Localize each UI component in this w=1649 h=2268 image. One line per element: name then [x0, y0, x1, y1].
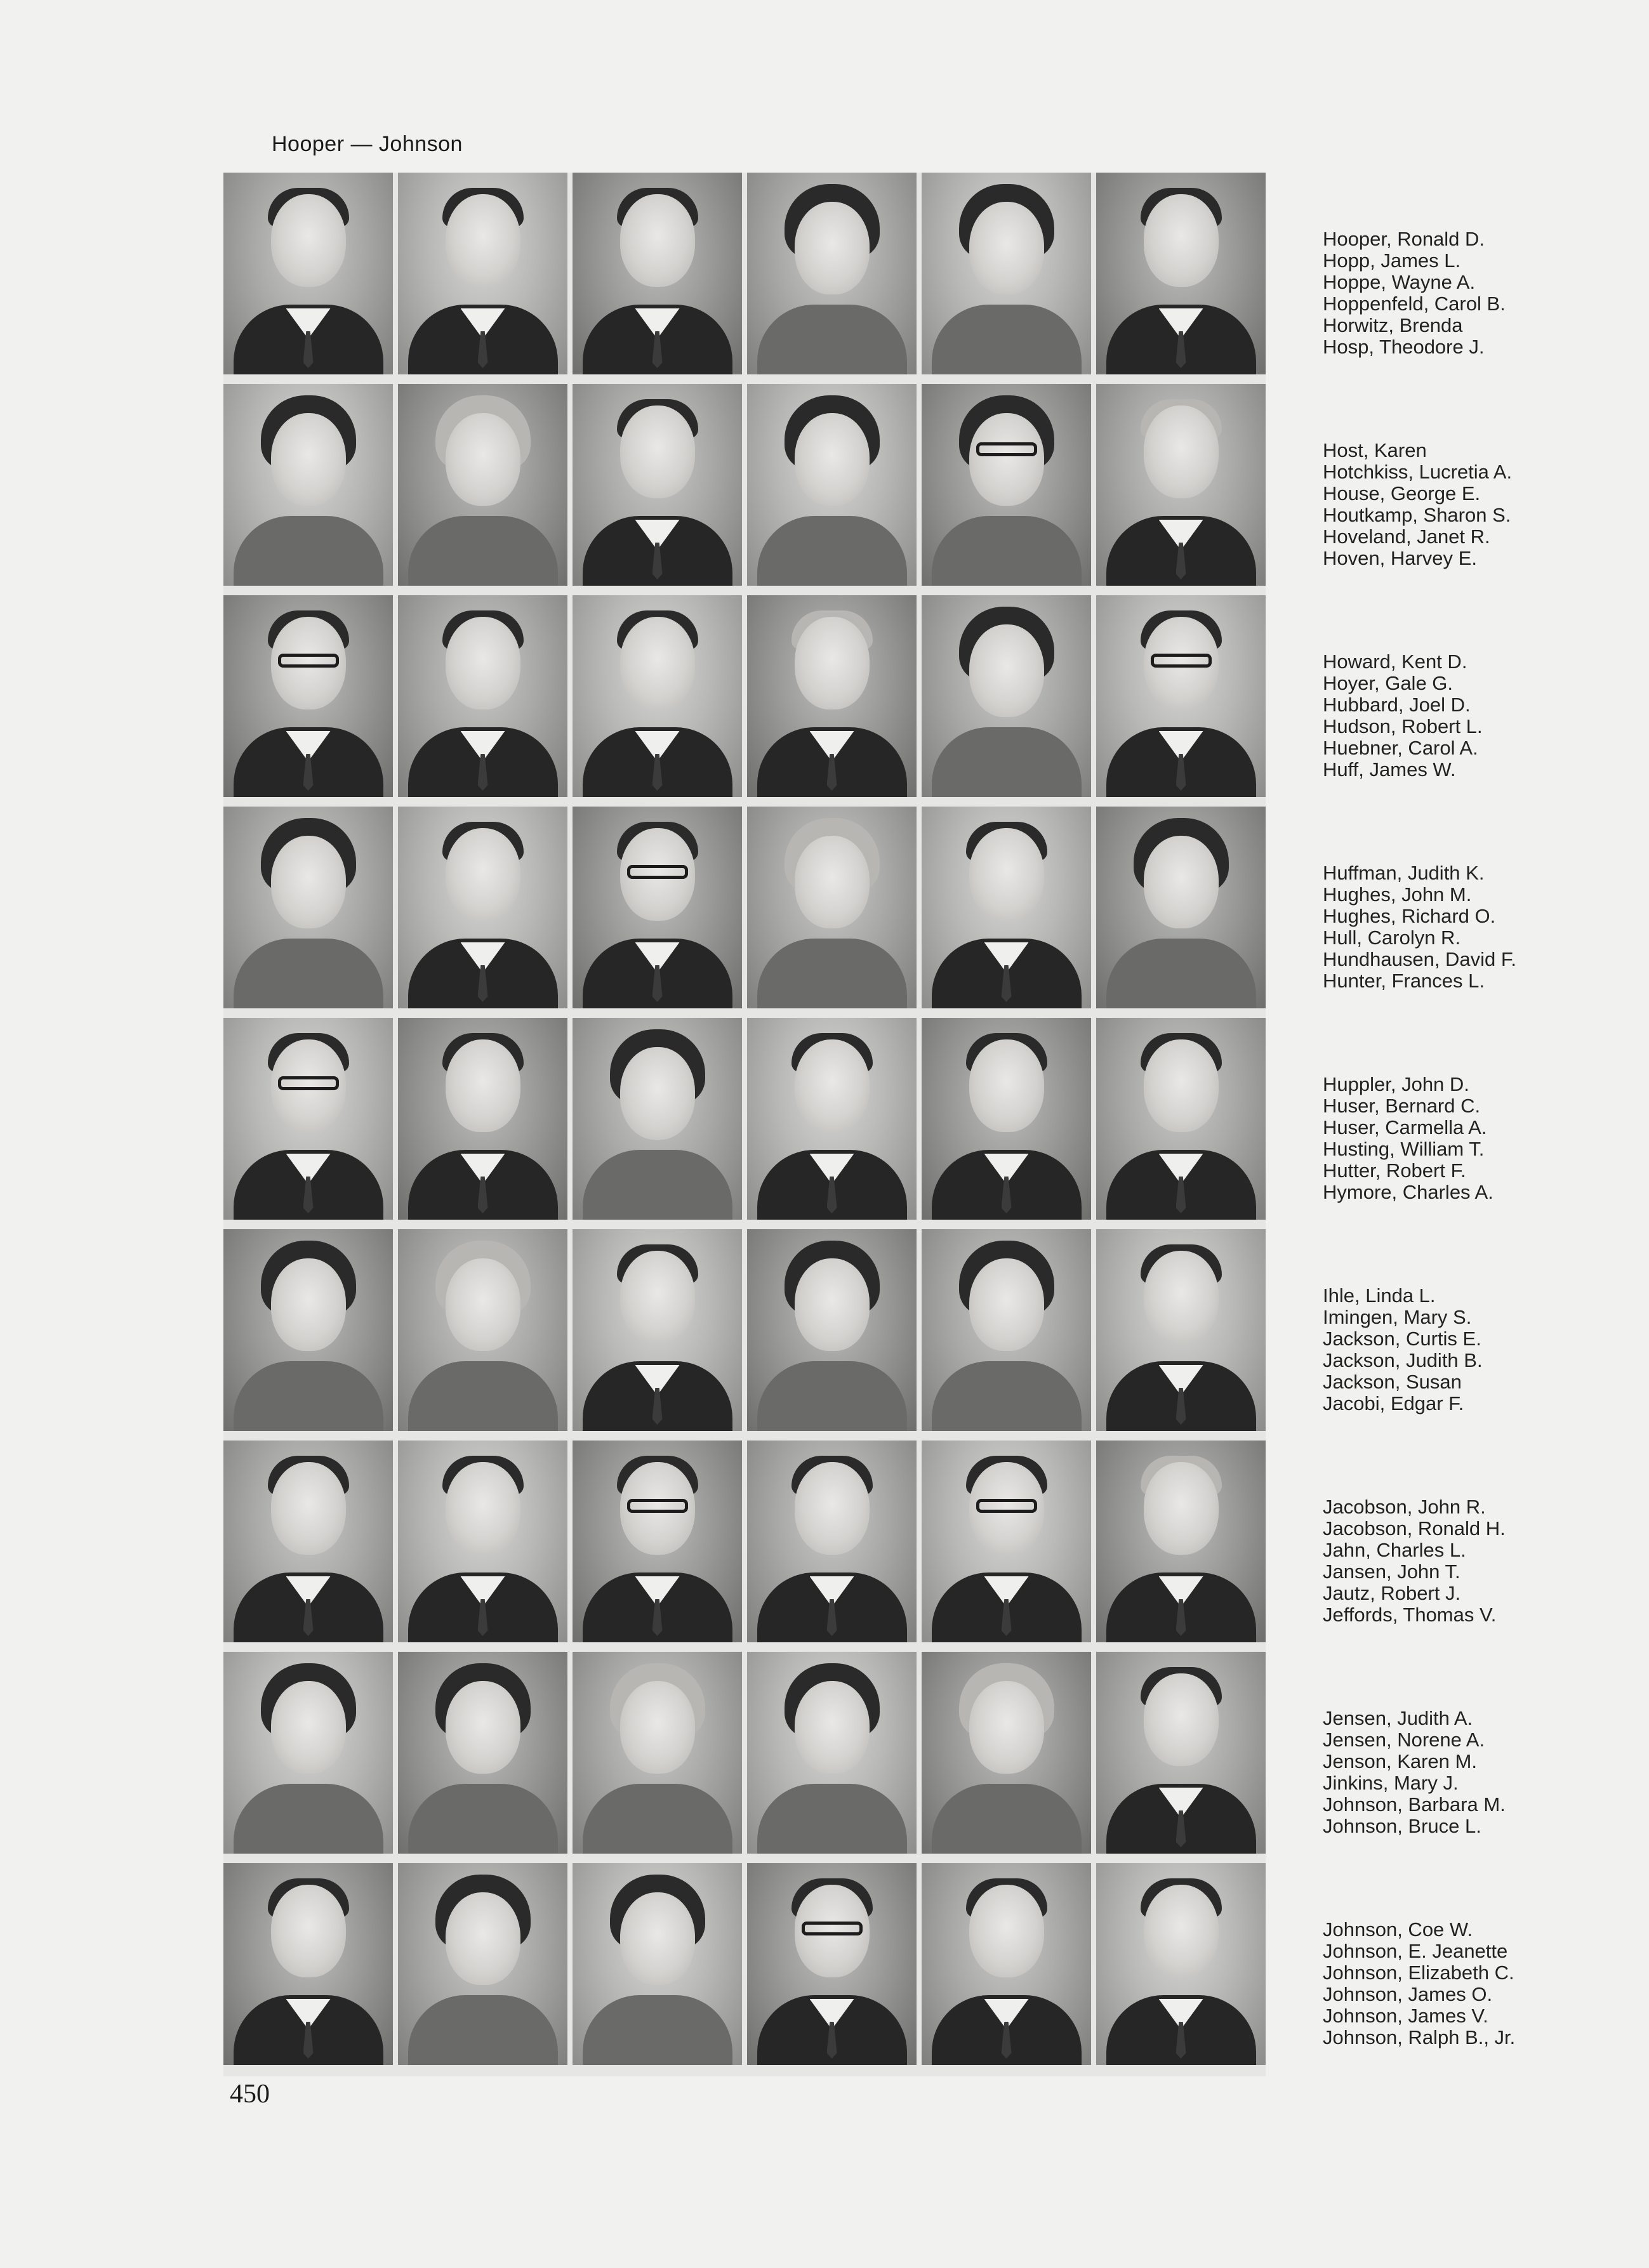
portrait-glasses [278, 654, 339, 668]
student-name: Huser, Bernard C. [1323, 1095, 1481, 1117]
portrait-photo [223, 1652, 393, 1854]
portrait-body [932, 1361, 1082, 1431]
portrait-body [408, 1361, 558, 1431]
portrait-body [234, 1361, 383, 1431]
portrait-head [271, 1462, 346, 1555]
portrait-photo [1096, 1441, 1266, 1642]
student-name: Huffman, Judith K. [1323, 862, 1485, 884]
portrait-body [583, 1150, 732, 1220]
student-name: Jacobson, John R. [1323, 1496, 1486, 1518]
portrait-head [795, 413, 870, 506]
portrait-head [969, 624, 1044, 717]
portrait-head [271, 413, 346, 506]
portrait-photo [223, 384, 393, 586]
portrait-grid [223, 173, 1266, 2076]
portrait-photo [398, 1863, 567, 2065]
portrait-glasses [1151, 654, 1212, 668]
portrait-photo [747, 384, 917, 586]
portrait-body [757, 939, 907, 1008]
portrait-head [620, 194, 695, 287]
name-block [1323, 440, 1564, 569]
portrait-body [583, 1995, 732, 2065]
student-name: Jackson, Curtis E. [1323, 1328, 1481, 1350]
portrait-glasses [627, 1499, 688, 1513]
portrait-glasses [976, 1499, 1037, 1513]
portrait-head [620, 1251, 695, 1343]
portrait-head [1144, 836, 1219, 928]
portrait-body [408, 1784, 558, 1854]
portrait-body [234, 939, 383, 1008]
student-name: Horwitz, Brenda [1323, 314, 1463, 336]
portrait-head [620, 1681, 695, 1774]
portrait-body [234, 1784, 383, 1854]
portrait-photo [573, 384, 742, 586]
portrait-photo [573, 1441, 742, 1642]
student-name: Howard, Kent D. [1323, 650, 1467, 673]
student-name: Hudson, Robert L. [1323, 715, 1483, 737]
student-name: Hughes, Richard O. [1323, 905, 1496, 927]
student-name: Johnson, Coe W. [1323, 1918, 1473, 1941]
portrait-photo [922, 384, 1091, 586]
portrait-head [1144, 405, 1219, 498]
student-name: House, George E. [1323, 482, 1481, 504]
portrait-head [795, 1258, 870, 1351]
portrait-photo [573, 173, 742, 374]
portrait-head [271, 1681, 346, 1774]
student-name: Imingen, Mary S. [1323, 1306, 1472, 1328]
portrait-body [408, 1995, 558, 2065]
portrait-photo [1096, 1229, 1266, 1431]
portrait-head [446, 1258, 520, 1351]
portrait-head [446, 828, 520, 921]
portrait-body [1106, 939, 1256, 1008]
student-name: Johnson, Elizabeth C. [1323, 1961, 1514, 1984]
portrait-photo [398, 807, 567, 1008]
portrait-head [446, 617, 520, 709]
student-name: Huser, Carmella A. [1323, 1116, 1487, 1138]
portrait-glasses [802, 1922, 863, 1935]
student-name: Jacobson, Ronald H. [1323, 1517, 1506, 1539]
portrait-head [969, 1885, 1044, 1977]
student-name: Jautz, Robert J. [1323, 1582, 1461, 1604]
portrait-body [932, 727, 1082, 797]
portrait-head [271, 1885, 346, 1977]
student-name: Hundhausen, David F. [1323, 948, 1517, 970]
name-block [1323, 1708, 1564, 1837]
portrait-body [757, 1784, 907, 1854]
student-name: Hotchkiss, Lucretia A. [1323, 461, 1513, 483]
portrait-head [271, 836, 346, 928]
student-name: Hutter, Robert F. [1323, 1159, 1466, 1182]
portrait-photo [747, 1863, 917, 2065]
student-name: Johnson, Bruce L. [1323, 1815, 1481, 1837]
portrait-glasses [976, 442, 1037, 456]
name-block [1323, 1496, 1564, 1626]
portrait-body [583, 1784, 732, 1854]
portrait-head [1144, 1251, 1219, 1343]
student-name: Johnson, E. Jeanette [1323, 1940, 1508, 1962]
portrait-head [446, 413, 520, 506]
student-name: Hoven, Harvey E. [1323, 547, 1477, 569]
portrait-glasses [627, 865, 688, 879]
portrait-head [969, 1681, 1044, 1774]
portrait-head [1144, 194, 1219, 287]
name-block [1323, 862, 1564, 992]
portrait-head [446, 1039, 520, 1132]
portrait-body [234, 516, 383, 586]
portrait-head [969, 1258, 1044, 1351]
portrait-photo [398, 595, 567, 797]
portrait-photo [223, 173, 393, 374]
student-name: Hymore, Charles A. [1323, 1181, 1493, 1203]
portrait-photo [1096, 384, 1266, 586]
portrait-photo [747, 1018, 917, 1220]
student-name: Jeffords, Thomas V. [1323, 1604, 1497, 1626]
portrait-body [408, 516, 558, 586]
portrait-photo [398, 173, 567, 374]
name-block [1323, 651, 1564, 781]
student-name: Jahn, Charles L. [1323, 1539, 1466, 1561]
student-name: Hunter, Frances L. [1323, 970, 1485, 992]
student-name: Jensen, Judith A. [1323, 1707, 1473, 1729]
student-name: Johnson, James O. [1323, 1983, 1493, 2005]
student-name: Johnson, Barbara M. [1323, 1793, 1506, 1816]
student-name: Houtkamp, Sharon S. [1323, 504, 1511, 526]
portrait-photo [1096, 1652, 1266, 1854]
running-head: Hooper — Johnson [272, 132, 463, 156]
portrait-body [757, 305, 907, 374]
portrait-head [795, 1039, 870, 1132]
student-name: Ihle, Linda L. [1323, 1284, 1436, 1307]
portrait-head [1144, 1039, 1219, 1132]
student-name: Hoppe, Wayne A. [1323, 271, 1476, 293]
student-name: Huebner, Carol A. [1323, 737, 1478, 759]
portrait-photo [398, 1652, 567, 1854]
portrait-photo [398, 1018, 567, 1220]
portrait-head [620, 617, 695, 709]
portrait-head [446, 1681, 520, 1774]
student-name: Hubbard, Joel D. [1323, 694, 1471, 716]
portrait-photo [1096, 173, 1266, 374]
portrait-photo [747, 173, 917, 374]
portrait-photo [922, 1652, 1091, 1854]
portrait-head [620, 405, 695, 498]
portrait-head [795, 202, 870, 294]
student-name: Hosp, Theodore J. [1323, 336, 1485, 358]
student-name: Hughes, John M. [1323, 883, 1472, 906]
portrait-body [757, 516, 907, 586]
portrait-head [969, 828, 1044, 921]
student-name: Jacobi, Edgar F. [1323, 1392, 1464, 1414]
name-block [1323, 1074, 1564, 1203]
portrait-photo [398, 1441, 567, 1642]
portrait-photo [922, 1018, 1091, 1220]
name-block [1323, 1285, 1564, 1414]
portrait-photo [922, 595, 1091, 797]
portrait-head [1144, 1885, 1219, 1977]
student-name: Jensen, Norene A. [1323, 1729, 1485, 1751]
portrait-body [932, 516, 1082, 586]
portrait-head [969, 1039, 1044, 1132]
portrait-head [271, 194, 346, 287]
portrait-photo [573, 1018, 742, 1220]
portrait-glasses [278, 1076, 339, 1090]
portrait-photo [223, 1441, 393, 1642]
portrait-head [446, 194, 520, 287]
portrait-body [932, 305, 1082, 374]
portrait-photo [747, 1652, 917, 1854]
portrait-photo [1096, 1018, 1266, 1220]
student-name: Huppler, John D. [1323, 1073, 1469, 1095]
portrait-photo [1096, 595, 1266, 797]
portrait-photo [922, 807, 1091, 1008]
portrait-photo [573, 807, 742, 1008]
portrait-photo [223, 1229, 393, 1431]
portrait-photo [922, 1863, 1091, 2065]
portrait-photo [573, 1863, 742, 2065]
portrait-body [932, 1784, 1082, 1854]
portrait-head [795, 836, 870, 928]
student-name: Hopp, James L. [1323, 249, 1461, 272]
portrait-head [969, 413, 1044, 506]
portrait-body [757, 1361, 907, 1431]
student-name: Jinkins, Mary J. [1323, 1772, 1459, 1794]
portrait-head [1144, 1673, 1219, 1766]
portrait-head [446, 1462, 520, 1555]
student-name: Host, Karen [1323, 439, 1427, 461]
portrait-head [446, 1892, 520, 1985]
portrait-photo [1096, 1863, 1266, 2065]
student-name: Johnson, Ralph B., Jr. [1323, 2026, 1516, 2048]
student-name: Jansen, John T. [1323, 1560, 1460, 1583]
portrait-photo [747, 1229, 917, 1431]
portrait-photo [398, 384, 567, 586]
portrait-head [620, 1892, 695, 1985]
portrait-photo [223, 1018, 393, 1220]
portrait-photo [223, 807, 393, 1008]
portrait-head [1144, 1462, 1219, 1555]
name-block [1323, 1919, 1564, 2048]
name-block [1323, 228, 1564, 358]
student-name: Huff, James W. [1323, 758, 1456, 781]
student-name: Hooper, Ronald D. [1323, 228, 1485, 250]
student-name: Hoyer, Gale G. [1323, 672, 1454, 694]
portrait-photo [1096, 807, 1266, 1008]
page-number: 450 [230, 2080, 270, 2109]
portrait-photo [747, 807, 917, 1008]
portrait-photo [223, 1863, 393, 2065]
student-name: Hoppenfeld, Carol B. [1323, 293, 1506, 315]
portrait-photo [922, 1229, 1091, 1431]
portrait-photo [747, 1441, 917, 1642]
portrait-head [620, 1047, 695, 1140]
student-name: Jackson, Susan [1323, 1371, 1462, 1393]
portrait-head [795, 1462, 870, 1555]
student-name: Hoveland, Janet R. [1323, 525, 1490, 548]
portrait-photo [573, 1229, 742, 1431]
student-name: Johnson, James V. [1323, 2005, 1488, 2027]
student-name: Jackson, Judith B. [1323, 1349, 1483, 1371]
student-name: Husting, William T. [1323, 1138, 1485, 1160]
portrait-photo [922, 1441, 1091, 1642]
portrait-photo [573, 595, 742, 797]
portrait-head [271, 1258, 346, 1351]
portrait-photo [922, 173, 1091, 374]
portrait-photo [398, 1229, 567, 1431]
student-name: Jenson, Karen M. [1323, 1750, 1477, 1772]
portrait-photo [747, 595, 917, 797]
portrait-photo [573, 1652, 742, 1854]
portrait-head [795, 1681, 870, 1774]
portrait-head [795, 617, 870, 709]
student-name: Hull, Carolyn R. [1323, 926, 1461, 949]
portrait-photo [223, 595, 393, 797]
portrait-head [969, 202, 1044, 294]
